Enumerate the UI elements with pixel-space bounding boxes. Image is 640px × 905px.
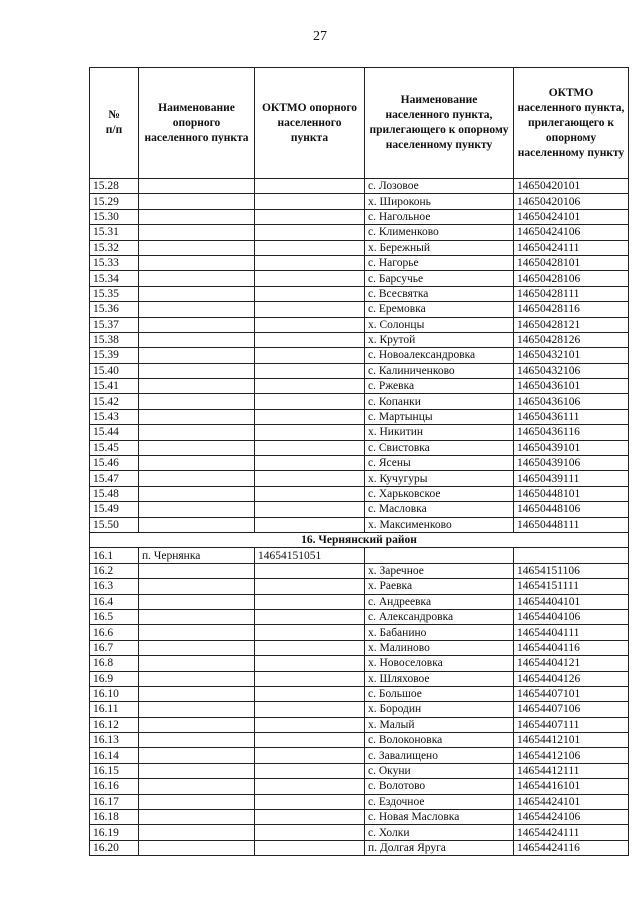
base-settlement-oktmo-cell	[255, 425, 365, 440]
row-number-cell: 16.12	[90, 717, 139, 732]
table-row	[90, 825, 629, 840]
adjacent-settlement-oktmo-cell: 14654404126	[514, 671, 629, 686]
base-settlement-oktmo-cell	[255, 594, 365, 609]
table-row	[90, 763, 629, 778]
base-settlement-oktmo-cell	[255, 409, 365, 424]
adjacent-settlement-name-cell: х. Широконь	[365, 194, 514, 209]
adjacent-settlement-name-cell: п. Долгая Яруга	[365, 840, 514, 855]
row-number-cell: 15.30	[90, 209, 139, 224]
table-row	[90, 840, 629, 855]
base-settlement-oktmo-cell	[255, 456, 365, 471]
adjacent-settlement-oktmo-cell: 14654404106	[514, 609, 629, 624]
table-row	[90, 486, 629, 501]
adjacent-settlement-oktmo-cell: 14650428116	[514, 302, 629, 317]
row-number-cell: 15.40	[90, 363, 139, 378]
adjacent-settlement-oktmo-cell: 14654151111	[514, 579, 629, 594]
adjacent-settlement-name-cell: с. Окуни	[365, 763, 514, 778]
adjacent-settlement-name-cell: с. Волоконовка	[365, 733, 514, 748]
row-number-cell: 16.15	[90, 763, 139, 778]
base-settlement-name-cell	[139, 779, 255, 794]
adjacent-settlement-name-cell: с. Волотово	[365, 779, 514, 794]
base-settlement-name-cell	[139, 717, 255, 732]
base-settlement-oktmo-cell	[255, 471, 365, 486]
base-settlement-oktmo-cell	[255, 317, 365, 332]
row-number-cell: 15.50	[90, 517, 139, 532]
base-settlement-oktmo-cell	[255, 810, 365, 825]
base-settlement-name-cell	[139, 640, 255, 655]
table-row	[90, 702, 629, 717]
adjacent-settlement-name-cell: х. Бережный	[365, 240, 514, 255]
adjacent-settlement-name-cell: х. Малиново	[365, 640, 514, 655]
adjacent-settlement-oktmo-cell: 14654424106	[514, 810, 629, 825]
base-settlement-name-cell	[139, 579, 255, 594]
row-number-cell: 16.17	[90, 794, 139, 809]
header-adjacent-name: Наименование населенного пункта, прилегающего к опорному населенному пункту	[365, 68, 514, 179]
base-settlement-oktmo-cell	[255, 825, 365, 840]
base-settlement-oktmo-cell	[255, 517, 365, 532]
row-number-cell: 16.18	[90, 810, 139, 825]
rows-region-16	[90, 548, 629, 856]
base-settlement-oktmo-cell	[255, 394, 365, 409]
adjacent-settlement-oktmo-cell: 14650439101	[514, 440, 629, 455]
adjacent-settlement-oktmo-cell: 14654407106	[514, 702, 629, 717]
base-settlement-name-cell	[139, 840, 255, 855]
table-row	[90, 379, 629, 394]
adjacent-settlement-oktmo-cell: 14650436101	[514, 379, 629, 394]
adjacent-settlement-oktmo-cell: 14654416101	[514, 779, 629, 794]
adjacent-settlement-oktmo-cell: 14650436106	[514, 394, 629, 409]
adjacent-settlement-oktmo-cell	[514, 548, 629, 563]
base-settlement-oktmo-cell	[255, 733, 365, 748]
table-row	[90, 209, 629, 224]
row-number-cell: 16.7	[90, 640, 139, 655]
table-row	[90, 686, 629, 701]
adjacent-settlement-oktmo-cell: 14650439111	[514, 471, 629, 486]
header-base-oktmo: ОКТМО опорного населенного пункта	[255, 68, 365, 179]
table-row	[90, 302, 629, 317]
table-row	[90, 810, 629, 825]
table-row	[90, 255, 629, 270]
row-number-cell: 16.2	[90, 563, 139, 578]
table-row	[90, 640, 629, 655]
base-settlement-name-cell	[139, 471, 255, 486]
rows-region-15	[90, 179, 629, 533]
base-settlement-name-cell	[139, 317, 255, 332]
adjacent-settlement-oktmo-cell: 14650439106	[514, 456, 629, 471]
adjacent-settlement-name-cell: с. Харьковское	[365, 486, 514, 501]
base-settlement-oktmo-cell	[255, 332, 365, 347]
adjacent-settlement-oktmo-cell: 14650428101	[514, 255, 629, 270]
adjacent-settlement-oktmo-cell: 14650420101	[514, 179, 629, 194]
table-row	[90, 502, 629, 517]
row-number-cell: 16.5	[90, 609, 139, 624]
adjacent-settlement-oktmo-cell: 14654407111	[514, 717, 629, 732]
adjacent-settlement-oktmo-cell: 14654151106	[514, 563, 629, 578]
adjacent-settlement-oktmo-cell: 14650432101	[514, 348, 629, 363]
base-settlement-oktmo-cell	[255, 486, 365, 501]
row-number-cell: 15.42	[90, 394, 139, 409]
adjacent-settlement-name-cell: х. Малый	[365, 717, 514, 732]
base-settlement-name-cell	[139, 656, 255, 671]
base-settlement-oktmo-cell	[255, 671, 365, 686]
table-row	[90, 517, 629, 532]
table-row	[90, 579, 629, 594]
base-settlement-name-cell	[139, 702, 255, 717]
adjacent-settlement-name-cell: с. Еремовка	[365, 302, 514, 317]
header-row	[90, 68, 629, 179]
row-number-cell: 15.47	[90, 471, 139, 486]
adjacent-settlement-name-cell: с. Клименково	[365, 225, 514, 240]
table-row	[90, 717, 629, 732]
adjacent-settlement-oktmo-cell: 14654412111	[514, 763, 629, 778]
table-row	[90, 609, 629, 624]
base-settlement-oktmo-cell	[255, 702, 365, 717]
adjacent-settlement-name-cell: х. Крутой	[365, 332, 514, 347]
base-settlement-name-cell	[139, 409, 255, 424]
adjacent-settlement-oktmo-cell: 14654404101	[514, 594, 629, 609]
base-settlement-name-cell	[139, 810, 255, 825]
base-settlement-name-cell	[139, 517, 255, 532]
base-settlement-oktmo-cell	[255, 348, 365, 363]
base-settlement-name-cell	[139, 625, 255, 640]
table-row	[90, 409, 629, 424]
base-settlement-oktmo-cell	[255, 225, 365, 240]
base-settlement-name-cell	[139, 302, 255, 317]
adjacent-settlement-name-cell: с. Холки	[365, 825, 514, 840]
base-settlement-name-cell	[139, 179, 255, 194]
adjacent-settlement-oktmo-cell: 14650448111	[514, 517, 629, 532]
base-settlement-name-cell	[139, 240, 255, 255]
adjacent-settlement-oktmo-cell: 14650448106	[514, 502, 629, 517]
base-settlement-oktmo-cell	[255, 363, 365, 378]
base-settlement-name-cell	[139, 594, 255, 609]
adjacent-settlement-name-cell: с. Ржевка	[365, 379, 514, 394]
base-settlement-name-cell	[139, 209, 255, 224]
table-row	[90, 794, 629, 809]
table-row	[90, 317, 629, 332]
adjacent-settlement-name-cell	[365, 548, 514, 563]
row-number-cell: 15.49	[90, 502, 139, 517]
base-settlement-name-cell: п. Чернянка	[139, 548, 255, 563]
adjacent-settlement-oktmo-cell: 14654412101	[514, 733, 629, 748]
adjacent-settlement-name-cell: с. Новоалександровка	[365, 348, 514, 363]
adjacent-settlement-name-cell: х. Бабанино	[365, 625, 514, 640]
base-settlement-oktmo-cell	[255, 179, 365, 194]
table-row	[90, 179, 629, 194]
row-number-cell: 16.1	[90, 548, 139, 563]
row-number-cell: 16.10	[90, 686, 139, 701]
row-number-cell: 15.45	[90, 440, 139, 455]
table-row	[90, 394, 629, 409]
base-settlement-name-cell	[139, 363, 255, 378]
table-row	[90, 656, 629, 671]
base-settlement-oktmo-cell	[255, 209, 365, 224]
adjacent-settlement-name-cell: с. Лозовое	[365, 179, 514, 194]
adjacent-settlement-name-cell: с. Всесвятка	[365, 286, 514, 301]
base-settlement-name-cell	[139, 379, 255, 394]
base-settlement-oktmo-cell	[255, 717, 365, 732]
adjacent-settlement-oktmo-cell: 14650436111	[514, 409, 629, 424]
base-settlement-oktmo-cell	[255, 686, 365, 701]
base-settlement-name-cell	[139, 502, 255, 517]
row-number-cell: 15.36	[90, 302, 139, 317]
adjacent-settlement-name-cell: х. Никитин	[365, 425, 514, 440]
base-settlement-oktmo-cell	[255, 779, 365, 794]
row-number-cell: 15.33	[90, 255, 139, 270]
base-settlement-name-cell	[139, 748, 255, 763]
row-number-cell: 15.44	[90, 425, 139, 440]
table-row	[90, 671, 629, 686]
adjacent-settlement-name-cell: с. Большое	[365, 686, 514, 701]
table-row	[90, 563, 629, 578]
base-settlement-oktmo-cell	[255, 763, 365, 778]
row-number-cell: 16.16	[90, 779, 139, 794]
table-row	[90, 425, 629, 440]
row-number-cell: 16.19	[90, 825, 139, 840]
adjacent-settlement-oktmo-cell: 14654424116	[514, 840, 629, 855]
table-row	[90, 625, 629, 640]
adjacent-settlement-oktmo-cell: 14654404121	[514, 656, 629, 671]
row-number-cell: 16.13	[90, 733, 139, 748]
page-number: 27	[313, 29, 327, 44]
base-settlement-name-cell	[139, 225, 255, 240]
row-number-cell: 15.48	[90, 486, 139, 501]
row-number-cell: 15.32	[90, 240, 139, 255]
adjacent-settlement-name-cell: х. Шляховое	[365, 671, 514, 686]
adjacent-settlement-oktmo-cell: 14654424111	[514, 825, 629, 840]
row-number-cell: 15.28	[90, 179, 139, 194]
row-number-cell: 15.37	[90, 317, 139, 332]
settlements-table	[89, 67, 629, 856]
base-settlement-name-cell	[139, 794, 255, 809]
base-settlement-oktmo-cell	[255, 440, 365, 455]
row-number-cell: 16.6	[90, 625, 139, 640]
row-number-cell: 15.39	[90, 348, 139, 363]
table-row	[90, 240, 629, 255]
base-settlement-name-cell	[139, 486, 255, 501]
base-settlement-oktmo-cell	[255, 502, 365, 517]
adjacent-settlement-oktmo-cell: 14650448101	[514, 486, 629, 501]
base-settlement-name-cell	[139, 286, 255, 301]
adjacent-settlement-oktmo-cell: 14654404111	[514, 625, 629, 640]
adjacent-settlement-name-cell: с. Копанки	[365, 394, 514, 409]
base-settlement-name-cell	[139, 456, 255, 471]
base-settlement-oktmo-cell	[255, 625, 365, 640]
row-number-cell: 15.46	[90, 456, 139, 471]
table-row	[90, 456, 629, 471]
base-settlement-oktmo-cell	[255, 379, 365, 394]
adjacent-settlement-oktmo-cell: 14654407101	[514, 686, 629, 701]
adjacent-settlement-name-cell: с. Нагольное	[365, 209, 514, 224]
base-settlement-name-cell	[139, 733, 255, 748]
base-settlement-oktmo-cell	[255, 748, 365, 763]
base-settlement-oktmo-cell	[255, 609, 365, 624]
adjacent-settlement-oktmo-cell: 14650428106	[514, 271, 629, 286]
adjacent-settlement-name-cell: х. Бородин	[365, 702, 514, 717]
adjacent-settlement-oktmo-cell: 14654404116	[514, 640, 629, 655]
adjacent-settlement-name-cell: с. Мартынцы	[365, 409, 514, 424]
row-number-cell: 15.29	[90, 194, 139, 209]
section-title: 16. Чернянский район	[90, 532, 629, 547]
base-settlement-name-cell	[139, 825, 255, 840]
base-settlement-name-cell	[139, 763, 255, 778]
adjacent-settlement-oktmo-cell: 14650428126	[514, 332, 629, 347]
base-settlement-oktmo-cell: 14654151051	[255, 548, 365, 563]
row-number-cell: 15.31	[90, 225, 139, 240]
table-row	[90, 440, 629, 455]
base-settlement-oktmo-cell	[255, 240, 365, 255]
base-settlement-name-cell	[139, 440, 255, 455]
row-number-cell: 16.9	[90, 671, 139, 686]
adjacent-settlement-name-cell: х. Кучугуры	[365, 471, 514, 486]
row-number-cell: 15.35	[90, 286, 139, 301]
row-number-cell: 16.20	[90, 840, 139, 855]
adjacent-settlement-name-cell: с. Нагорье	[365, 255, 514, 270]
section-header	[90, 532, 629, 547]
section-row	[90, 532, 629, 547]
adjacent-settlement-oktmo-cell: 14650424111	[514, 240, 629, 255]
table-row	[90, 348, 629, 363]
adjacent-settlement-name-cell: с. Ездочное	[365, 794, 514, 809]
adjacent-settlement-name-cell: х. Максименково	[365, 517, 514, 532]
base-settlement-oktmo-cell	[255, 271, 365, 286]
adjacent-settlement-oktmo-cell: 14650428121	[514, 317, 629, 332]
table-row	[90, 363, 629, 378]
adjacent-settlement-oktmo-cell: 14650432106	[514, 363, 629, 378]
base-settlement-oktmo-cell	[255, 579, 365, 594]
base-settlement-oktmo-cell	[255, 194, 365, 209]
table-row	[90, 471, 629, 486]
adjacent-settlement-name-cell: х. Раевка	[365, 579, 514, 594]
base-settlement-name-cell	[139, 194, 255, 209]
header-num: № п/п	[90, 68, 139, 179]
adjacent-settlement-oktmo-cell: 14650420106	[514, 194, 629, 209]
table-row	[90, 748, 629, 763]
adjacent-settlement-name-cell: х. Новоселовка	[365, 656, 514, 671]
base-settlement-oktmo-cell	[255, 286, 365, 301]
base-settlement-name-cell	[139, 394, 255, 409]
base-settlement-name-cell	[139, 425, 255, 440]
base-settlement-oktmo-cell	[255, 656, 365, 671]
adjacent-settlement-name-cell: с. Масловка	[365, 502, 514, 517]
base-settlement-oktmo-cell	[255, 255, 365, 270]
base-settlement-oktmo-cell	[255, 794, 365, 809]
adjacent-settlement-name-cell: х. Заречное	[365, 563, 514, 578]
row-number-cell: 15.41	[90, 379, 139, 394]
row-number-cell: 16.8	[90, 656, 139, 671]
base-settlement-name-cell	[139, 609, 255, 624]
header-adjacent-oktmo: ОКТМО населенного пункта, прилегающего к опорному населенному пункту	[514, 68, 629, 179]
adjacent-settlement-oktmo-cell: 14654424101	[514, 794, 629, 809]
row-number-cell: 16.11	[90, 702, 139, 717]
adjacent-settlement-oktmo-cell: 14650424101	[514, 209, 629, 224]
base-settlement-name-cell	[139, 255, 255, 270]
row-number-cell: 15.38	[90, 332, 139, 347]
table-row	[90, 271, 629, 286]
row-number-cell: 16.3	[90, 579, 139, 594]
row-number-cell: 16.4	[90, 594, 139, 609]
row-number-cell: 16.14	[90, 748, 139, 763]
adjacent-settlement-name-cell: х. Солонцы	[365, 317, 514, 332]
table-row	[90, 733, 629, 748]
adjacent-settlement-oktmo-cell: 14654412106	[514, 748, 629, 763]
adjacent-settlement-name-cell: с. Калиниченково	[365, 363, 514, 378]
adjacent-settlement-name-cell: с. Барсучье	[365, 271, 514, 286]
base-settlement-name-cell	[139, 271, 255, 286]
adjacent-settlement-name-cell: с. Александровка	[365, 609, 514, 624]
base-settlement-oktmo-cell	[255, 840, 365, 855]
table-row	[90, 286, 629, 301]
adjacent-settlement-oktmo-cell: 14650428111	[514, 286, 629, 301]
base-settlement-name-cell	[139, 332, 255, 347]
table-row	[90, 332, 629, 347]
adjacent-settlement-name-cell: с. Завалищено	[365, 748, 514, 763]
table-row	[90, 225, 629, 240]
base-settlement-name-cell	[139, 671, 255, 686]
base-settlement-name-cell	[139, 348, 255, 363]
base-settlement-oktmo-cell	[255, 302, 365, 317]
adjacent-settlement-name-cell: с. Новая Масловка	[365, 810, 514, 825]
base-settlement-oktmo-cell	[255, 563, 365, 578]
adjacent-settlement-name-cell: с. Андреевка	[365, 594, 514, 609]
row-number-cell: 15.34	[90, 271, 139, 286]
base-settlement-name-cell	[139, 686, 255, 701]
adjacent-settlement-oktmo-cell: 14650424106	[514, 225, 629, 240]
adjacent-settlement-name-cell: с. Свистовка	[365, 440, 514, 455]
header-base-name: Наименование опорного населенного пункта	[139, 68, 255, 179]
table-row	[90, 779, 629, 794]
table-row	[90, 594, 629, 609]
base-settlement-name-cell	[139, 563, 255, 578]
adjacent-settlement-oktmo-cell: 14650436116	[514, 425, 629, 440]
adjacent-settlement-name-cell: с. Ясены	[365, 456, 514, 471]
row-number-cell: 15.43	[90, 409, 139, 424]
table-row	[90, 194, 629, 209]
table-row	[90, 548, 629, 563]
base-settlement-oktmo-cell	[255, 640, 365, 655]
